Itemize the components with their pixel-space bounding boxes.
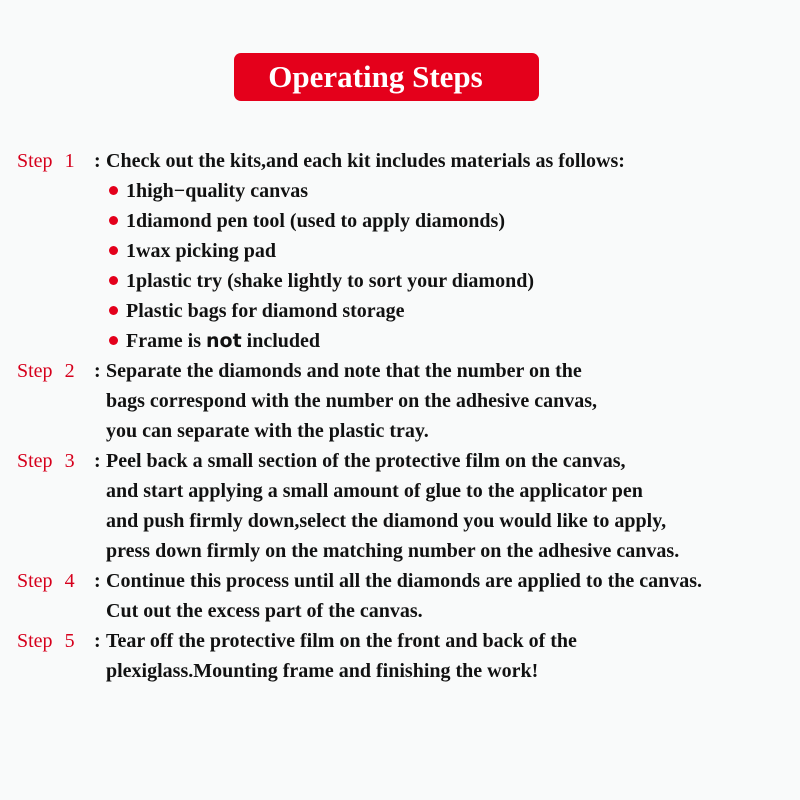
bullet-icon [109, 246, 118, 255]
bullet-icon [109, 186, 118, 195]
emphasis-not: not [205, 330, 242, 352]
bullet-icon [109, 276, 118, 285]
list-item: 1high−quality canvas [17, 176, 800, 206]
list-item: Plastic bags for diamond storage [17, 296, 800, 326]
step-label: Step 1 [17, 150, 75, 172]
step-4: Step 4 : Continue this process until all the diamonds are applied to the canvas. [17, 566, 800, 596]
list-item: 1plastic try (shake lightly to sort your diamond) [17, 266, 800, 296]
bullet-icon [109, 306, 118, 315]
step-3: Step 3 : Peel back a small section of the protective film on the canvas, [17, 446, 800, 476]
page-title: Operating Steps [268, 59, 483, 94]
bullet-icon [109, 336, 118, 345]
step-text: Check out the kits,and each kit includes materials as follows: [106, 150, 625, 172]
step-label: Step 4 [17, 570, 75, 592]
step-5: Step 5 : Tear off the protective film on the front and back of the [17, 626, 800, 656]
step-1: Step 1 : Check out the kits,and each kit includes materials as follows: [17, 146, 800, 176]
list-item: 1diamond pen tool (used to apply diamonds) [17, 206, 800, 236]
step-label: Step 3 [17, 450, 75, 472]
step-label: Step 5 [17, 630, 75, 652]
step-label: Step 2 [17, 360, 75, 382]
list-item: Frame is not included [17, 326, 800, 356]
steps-list: Step 1 : Check out the kits,and each kit includes materials as follows: 1high−quality canvas 1diamond pen tool (used to apply diamonds) 1wax picking pad 1plastic try (shake lightly to sort your diamond) Plastic bags for diamond storage Frame is not included Step 2 : Separate the diamonds and note that the number on the bags correspond with the number on the adhesive canvas, you can separate with the plastic tray. Step 3 : Peel back a small section of the protective film on the canvas, and start applying a small amount of glue to the applicator pen and push firmly down,select the diamond you would like to apply, press down firmly on the matching number on the adhesive canvas. Step 4 : Continue this process until all the diamonds are applied to the canvas. Cut out the excess part of the canvas. Step 5 : Tear off the protective film on the front and back of the plexiglass.Mounting frame and finishing the work! [17, 146, 800, 686]
step-2: Step 2 : Separate the diamonds and note that the number on the [17, 356, 800, 386]
bullet-icon [109, 216, 118, 225]
title-banner [234, 53, 539, 101]
list-item: 1wax picking pad [17, 236, 800, 266]
